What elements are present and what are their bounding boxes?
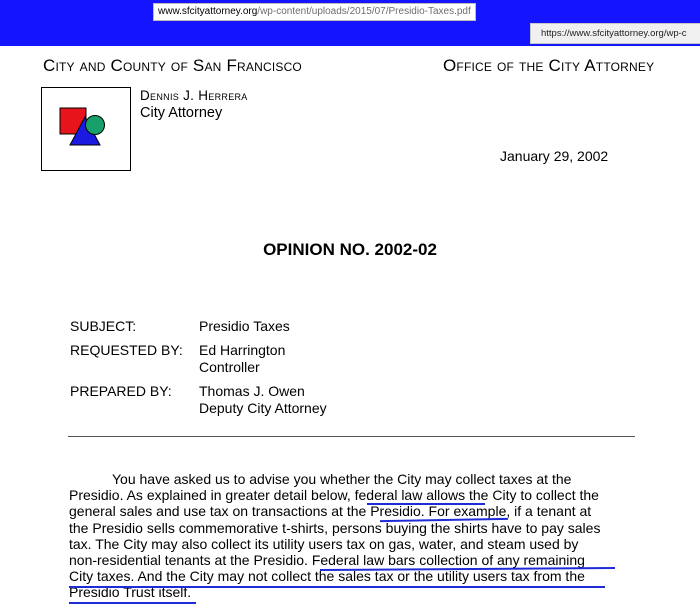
logo-green-circle (86, 116, 105, 135)
logo-graphic (42, 88, 130, 170)
opinion-body (69, 471, 641, 601)
body-line: City taxes. And the City may not collect the sales tax or the utility users tax from the (69, 568, 585, 585)
subject-label: SUBJECT: (70, 318, 137, 334)
url-path: /wp-content/uploads/2015/07/Presidio-Taxes.pdf (257, 6, 471, 17)
requested-by-label: REQUESTED BY: (70, 342, 183, 358)
annotation-underline (69, 586, 605, 588)
requested-by-title: Controller (199, 359, 260, 375)
prepared-by-title: Deputy City Attorney (199, 400, 327, 416)
body-line: general sales and use tax on transactions at the Presidio. For example, if a tenant at (69, 503, 592, 520)
annotation-underline (367, 503, 485, 505)
body-line: Presidio. As explained in greater detail below, federal law allows the City to collect the (69, 487, 599, 504)
letterhead-office: Office of the City Attorney (443, 56, 655, 75)
annotation-underline (69, 602, 196, 604)
body-line: You have asked us to advise you whether the City may collect taxes at the (112, 471, 572, 487)
url-tooltip: https://www.sfcityattorney.org/wp-c (530, 23, 700, 44)
subject-value: Presidio Taxes (199, 318, 290, 334)
address-bar[interactable] (153, 3, 476, 21)
document-date: January 29, 2002 (500, 148, 609, 164)
opinion-number: OPINION NO. 2002-02 (263, 240, 437, 259)
body-line: tax. The City may also collect its utility users tax on gas, water, and steam used by (69, 535, 579, 552)
letterhead-city: City and County of San Francisco (43, 56, 302, 75)
prepared-by-label: PREPARED BY: (70, 383, 172, 399)
body-line: non-residential tenants at the Presidio. Federal law bars collection of any remaining (69, 551, 585, 568)
section-divider (68, 436, 635, 437)
attorney-name: Dennis J. Herrera (140, 88, 248, 103)
body-line: the Presidio sells commemorative t-shirts, persons buying the shirts have to pay sales (69, 519, 601, 536)
body-line: Presidio Trust itself. (69, 584, 192, 601)
city-attorney-logo (41, 87, 131, 171)
url-host: www.sfcityattorney.org (158, 6, 258, 17)
attorney-title: City Attorney (140, 105, 223, 121)
prepared-by-name: Thomas J. Owen (199, 383, 305, 399)
requested-by-name: Ed Harrington (199, 342, 286, 358)
